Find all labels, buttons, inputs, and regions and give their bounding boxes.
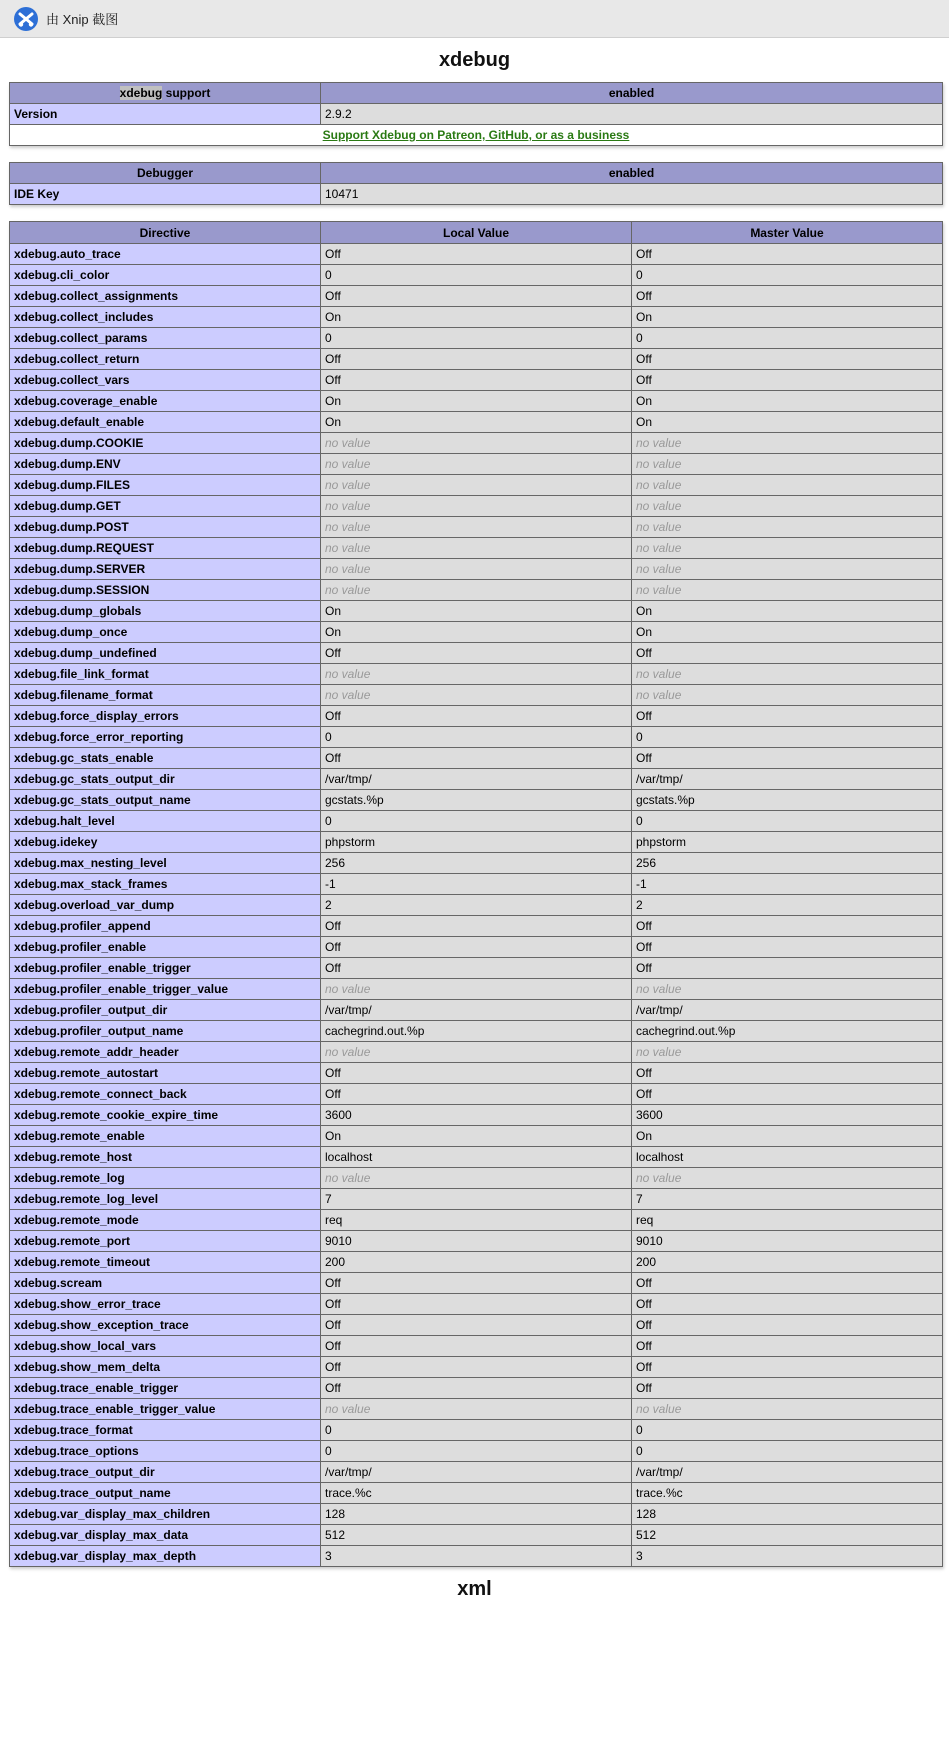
master-value: Off xyxy=(632,958,943,979)
directive-name: xdebug.remote_port xyxy=(10,1231,321,1252)
table-row xyxy=(10,244,943,265)
table-row xyxy=(10,286,943,307)
directive-name: xdebug.collect_vars xyxy=(10,370,321,391)
table-row xyxy=(10,874,943,895)
directive-name: xdebug.filename_format xyxy=(10,685,321,706)
local-value: 9010 xyxy=(321,1231,632,1252)
directive-name: xdebug.profiler_append xyxy=(10,916,321,937)
local-value: 128 xyxy=(321,1504,632,1525)
master-value: Off xyxy=(632,1357,943,1378)
local-value: On xyxy=(321,622,632,643)
version-value: 2.9.2 xyxy=(321,104,943,125)
table-row xyxy=(10,1525,943,1546)
master-value: no value xyxy=(632,475,943,496)
local-value: 0 xyxy=(321,727,632,748)
directive-name: xdebug.remote_timeout xyxy=(10,1252,321,1273)
directive-name: xdebug.collect_assignments xyxy=(10,286,321,307)
table-row xyxy=(10,895,943,916)
local-value: 512 xyxy=(321,1525,632,1546)
directive-name: xdebug.collect_params xyxy=(10,328,321,349)
local-value: /var/tmp/ xyxy=(321,1462,632,1483)
directive-name: xdebug.dump.POST xyxy=(10,517,321,538)
support-xdebug-link[interactable]: Support Xdebug on Patreon, GitHub, or as a business xyxy=(322,128,630,142)
directive-name: xdebug.file_link_format xyxy=(10,664,321,685)
directive-name: xdebug.remote_host xyxy=(10,1147,321,1168)
local-value: Off xyxy=(321,286,632,307)
master-value: 128 xyxy=(632,1504,943,1525)
directive-name: xdebug.default_enable xyxy=(10,412,321,433)
table-row xyxy=(10,1210,943,1231)
local-value: 0 xyxy=(321,265,632,286)
master-value-column-header: Master Value xyxy=(632,222,943,244)
local-value: no value xyxy=(321,664,632,685)
local-value: On xyxy=(321,412,632,433)
table-row xyxy=(10,622,943,643)
local-value: trace.%c xyxy=(321,1483,632,1504)
directive-name: xdebug.dump.COOKIE xyxy=(10,433,321,454)
local-value: no value xyxy=(321,1168,632,1189)
directive-name: xdebug.halt_level xyxy=(10,811,321,832)
local-value: cachegrind.out.%p xyxy=(321,1021,632,1042)
table-row xyxy=(10,832,943,853)
support-header-status: enabled xyxy=(321,83,943,104)
idekey-label: IDE Key xyxy=(10,184,321,205)
table-row xyxy=(10,307,943,328)
master-value: 256 xyxy=(632,853,943,874)
master-value: req xyxy=(632,1210,943,1231)
directive-name: xdebug.profiler_enable xyxy=(10,937,321,958)
table-row xyxy=(10,433,943,454)
table-row xyxy=(10,1483,943,1504)
local-value: no value xyxy=(321,559,632,580)
directive-name: xdebug.coverage_enable xyxy=(10,391,321,412)
directive-name: xdebug.dump.SESSION xyxy=(10,580,321,601)
directive-name: xdebug.show_error_trace xyxy=(10,1294,321,1315)
master-value: cachegrind.out.%p xyxy=(632,1021,943,1042)
master-value: localhost xyxy=(632,1147,943,1168)
directive-name: xdebug.profiler_output_name xyxy=(10,1021,321,1042)
local-value: 200 xyxy=(321,1252,632,1273)
local-value: gcstats.%p xyxy=(321,790,632,811)
local-value: 0 xyxy=(321,328,632,349)
local-value: /var/tmp/ xyxy=(321,769,632,790)
directive-name: xdebug.remote_log_level xyxy=(10,1189,321,1210)
master-value: Off xyxy=(632,1084,943,1105)
directive-name: xdebug.collect_return xyxy=(10,349,321,370)
table-row xyxy=(10,1315,943,1336)
table-row xyxy=(10,1399,943,1420)
directive-name: xdebug.dump.GET xyxy=(10,496,321,517)
master-value: Off xyxy=(632,244,943,265)
debugger-table xyxy=(9,162,943,205)
directive-name: xdebug.remote_addr_header xyxy=(10,1042,321,1063)
local-value: On xyxy=(321,307,632,328)
master-value: Off xyxy=(632,643,943,664)
table-row xyxy=(10,454,943,475)
table-row xyxy=(10,265,943,286)
local-value: no value xyxy=(321,496,632,517)
master-value: Off xyxy=(632,1294,943,1315)
directive-name: xdebug.force_display_errors xyxy=(10,706,321,727)
table-row xyxy=(10,853,943,874)
directive-name: xdebug.remote_mode xyxy=(10,1210,321,1231)
table-row xyxy=(10,1042,943,1063)
master-value: Off xyxy=(632,916,943,937)
directive-name: xdebug.dump_undefined xyxy=(10,643,321,664)
master-value: /var/tmp/ xyxy=(632,1000,943,1021)
local-value: Off xyxy=(321,706,632,727)
master-value: /var/tmp/ xyxy=(632,1462,943,1483)
table-row xyxy=(10,643,943,664)
support-header-label xyxy=(10,83,321,104)
master-value: Off xyxy=(632,706,943,727)
directive-name: xdebug.idekey xyxy=(10,832,321,853)
table-header-row xyxy=(10,163,943,184)
master-value: 512 xyxy=(632,1525,943,1546)
master-value: 200 xyxy=(632,1252,943,1273)
table-row xyxy=(10,184,943,205)
table-row xyxy=(10,979,943,1000)
local-value: no value xyxy=(321,979,632,1000)
local-value: no value xyxy=(321,433,632,454)
local-value: 7 xyxy=(321,1189,632,1210)
master-value: 7 xyxy=(632,1189,943,1210)
local-value: On xyxy=(321,1126,632,1147)
master-value: phpstorm xyxy=(632,832,943,853)
local-value: Off xyxy=(321,748,632,769)
directive-name: xdebug.dump_once xyxy=(10,622,321,643)
xdebug-support-table xyxy=(9,82,943,146)
master-value: 0 xyxy=(632,1420,943,1441)
local-value: Off xyxy=(321,1336,632,1357)
table-row xyxy=(10,1147,943,1168)
directive-name: xdebug.cli_color xyxy=(10,265,321,286)
local-value-column-header: Local Value xyxy=(321,222,632,244)
local-value: 0 xyxy=(321,811,632,832)
master-value: 9010 xyxy=(632,1231,943,1252)
directive-name: xdebug.trace_output_dir xyxy=(10,1462,321,1483)
table-row xyxy=(10,1336,943,1357)
local-value: no value xyxy=(321,454,632,475)
master-value: -1 xyxy=(632,874,943,895)
table-header-row xyxy=(10,222,943,244)
master-value: 0 xyxy=(632,328,943,349)
directive-name: xdebug.profiler_enable_trigger xyxy=(10,958,321,979)
table-row xyxy=(10,125,943,146)
directives-table xyxy=(9,221,943,1567)
directive-name: xdebug.remote_enable xyxy=(10,1126,321,1147)
master-value: no value xyxy=(632,1042,943,1063)
directive-name: xdebug.show_mem_delta xyxy=(10,1357,321,1378)
local-value: Off xyxy=(321,937,632,958)
table-row xyxy=(10,1357,943,1378)
master-value: Off xyxy=(632,349,943,370)
support-header-rest: support xyxy=(162,86,211,100)
local-value: Off xyxy=(321,1063,632,1084)
directive-name: xdebug.force_error_reporting xyxy=(10,727,321,748)
local-value: Off xyxy=(321,916,632,937)
table-row xyxy=(10,1441,943,1462)
directive-name: xdebug.trace_options xyxy=(10,1441,321,1462)
master-value: Off xyxy=(632,1378,943,1399)
directive-name: xdebug.gc_stats_output_dir xyxy=(10,769,321,790)
table-row xyxy=(10,958,943,979)
local-value: /var/tmp/ xyxy=(321,1000,632,1021)
local-value: 256 xyxy=(321,853,632,874)
directive-name: xdebug.remote_autostart xyxy=(10,1063,321,1084)
local-value: no value xyxy=(321,538,632,559)
master-value: Off xyxy=(632,1315,943,1336)
table-row xyxy=(10,601,943,622)
table-row xyxy=(10,1063,943,1084)
directive-name: xdebug.dump.ENV xyxy=(10,454,321,475)
table-row xyxy=(10,664,943,685)
directive-name: xdebug.remote_cookie_expire_time xyxy=(10,1105,321,1126)
directive-name: xdebug.var_display_max_depth xyxy=(10,1546,321,1567)
directive-column-header: Directive xyxy=(10,222,321,244)
local-value: 0 xyxy=(321,1441,632,1462)
directive-name: xdebug.dump_globals xyxy=(10,601,321,622)
master-value: no value xyxy=(632,685,943,706)
master-value: On xyxy=(632,412,943,433)
local-value: Off xyxy=(321,349,632,370)
highlighted-text: xdebug xyxy=(119,86,163,100)
master-value: no value xyxy=(632,538,943,559)
master-value: 3 xyxy=(632,1546,943,1567)
local-value: Off xyxy=(321,1378,632,1399)
table-row xyxy=(10,811,943,832)
table-row xyxy=(10,727,943,748)
local-value: Off xyxy=(321,643,632,664)
master-value: gcstats.%p xyxy=(632,790,943,811)
table-row xyxy=(10,559,943,580)
table-row xyxy=(10,1126,943,1147)
master-value: On xyxy=(632,1126,943,1147)
section-title-xdebug: xdebug xyxy=(438,49,511,71)
section-title-xml: xml xyxy=(457,1578,492,1600)
table-row xyxy=(10,1105,943,1126)
xnip-titlebar xyxy=(0,0,949,38)
local-value: -1 xyxy=(321,874,632,895)
directive-name: xdebug.gc_stats_output_name xyxy=(10,790,321,811)
local-value: 3 xyxy=(321,1546,632,1567)
table-row xyxy=(10,1462,943,1483)
table-row xyxy=(10,1231,943,1252)
local-value: no value xyxy=(321,475,632,496)
table-row xyxy=(10,1000,943,1021)
table-row xyxy=(10,685,943,706)
directive-name: xdebug.show_exception_trace xyxy=(10,1315,321,1336)
directive-name: xdebug.remote_connect_back xyxy=(10,1084,321,1105)
local-value: 2 xyxy=(321,895,632,916)
directive-name: xdebug.max_nesting_level xyxy=(10,853,321,874)
idekey-value: 10471 xyxy=(321,184,943,205)
local-value: localhost xyxy=(321,1147,632,1168)
table-row xyxy=(10,769,943,790)
local-value: no value xyxy=(321,580,632,601)
table-row xyxy=(10,391,943,412)
directive-name: xdebug.profiler_output_dir xyxy=(10,1000,321,1021)
local-value: Off xyxy=(321,958,632,979)
master-value: On xyxy=(632,601,943,622)
table-row xyxy=(10,937,943,958)
support-link-cell xyxy=(10,125,943,146)
debugger-header-label: Debugger xyxy=(10,163,321,184)
local-value: phpstorm xyxy=(321,832,632,853)
table-row xyxy=(10,1021,943,1042)
directive-name: xdebug.trace_format xyxy=(10,1420,321,1441)
table-row xyxy=(10,1294,943,1315)
table-header-row xyxy=(10,83,943,104)
master-value: 2 xyxy=(632,895,943,916)
table-row xyxy=(10,104,943,125)
master-value: Off xyxy=(632,286,943,307)
table-row xyxy=(10,1420,943,1441)
master-value: 0 xyxy=(632,811,943,832)
master-value: On xyxy=(632,622,943,643)
master-value: trace.%c xyxy=(632,1483,943,1504)
master-value: no value xyxy=(632,433,943,454)
directive-name: xdebug.trace_output_name xyxy=(10,1483,321,1504)
local-value: 3600 xyxy=(321,1105,632,1126)
master-value: Off xyxy=(632,1063,943,1084)
table-row xyxy=(10,1546,943,1567)
master-value: Off xyxy=(632,748,943,769)
master-value: On xyxy=(632,307,943,328)
table-row xyxy=(10,538,943,559)
table-row xyxy=(10,475,943,496)
local-value: Off xyxy=(321,244,632,265)
master-value: no value xyxy=(632,517,943,538)
local-value: Off xyxy=(321,1357,632,1378)
version-label: Version xyxy=(10,104,321,125)
master-value: Off xyxy=(632,1273,943,1294)
table-row xyxy=(10,349,943,370)
table-row xyxy=(10,1378,943,1399)
table-row xyxy=(10,328,943,349)
master-value: 0 xyxy=(632,727,943,748)
directive-name: xdebug.trace_enable_trigger xyxy=(10,1378,321,1399)
master-value: no value xyxy=(632,979,943,1000)
directive-name: xdebug.var_display_max_children xyxy=(10,1504,321,1525)
directive-name: xdebug.profiler_enable_trigger_value xyxy=(10,979,321,1000)
local-value: On xyxy=(321,601,632,622)
table-row xyxy=(10,1252,943,1273)
local-value: Off xyxy=(321,1294,632,1315)
table-row xyxy=(10,580,943,601)
table-row xyxy=(10,1168,943,1189)
master-value: Off xyxy=(632,370,943,391)
local-value: no value xyxy=(321,1399,632,1420)
directive-name: xdebug.show_local_vars xyxy=(10,1336,321,1357)
directive-name: xdebug.max_stack_frames xyxy=(10,874,321,895)
local-value: req xyxy=(321,1210,632,1231)
master-value: no value xyxy=(632,496,943,517)
debugger-header-status: enabled xyxy=(321,163,943,184)
local-value: no value xyxy=(321,685,632,706)
local-value: Off xyxy=(321,1273,632,1294)
directives-table-body xyxy=(10,244,943,1567)
local-value: Off xyxy=(321,1315,632,1336)
directive-name: xdebug.remote_log xyxy=(10,1168,321,1189)
master-value: 3600 xyxy=(632,1105,943,1126)
directive-name: xdebug.dump.REQUEST xyxy=(10,538,321,559)
table-row xyxy=(10,370,943,391)
local-value: Off xyxy=(321,1084,632,1105)
master-value: no value xyxy=(632,454,943,475)
table-row xyxy=(10,916,943,937)
local-value: 0 xyxy=(321,1420,632,1441)
directive-name: xdebug.scream xyxy=(10,1273,321,1294)
directive-name: xdebug.auto_trace xyxy=(10,244,321,265)
table-row xyxy=(10,748,943,769)
table-row xyxy=(10,1504,943,1525)
titlebar-label: 由 Xnip 截图 xyxy=(46,12,119,27)
table-row xyxy=(10,412,943,433)
table-row xyxy=(10,1189,943,1210)
directive-name: xdebug.gc_stats_enable xyxy=(10,748,321,769)
table-row xyxy=(10,1273,943,1294)
table-row xyxy=(10,496,943,517)
directive-name: xdebug.var_display_max_data xyxy=(10,1525,321,1546)
master-value: Off xyxy=(632,1336,943,1357)
local-value: On xyxy=(321,391,632,412)
table-row xyxy=(10,517,943,538)
directive-name: xdebug.overload_var_dump xyxy=(10,895,321,916)
local-value: no value xyxy=(321,517,632,538)
master-value: no value xyxy=(632,1168,943,1189)
master-value: /var/tmp/ xyxy=(632,769,943,790)
master-value: no value xyxy=(632,580,943,601)
directive-name: xdebug.collect_includes xyxy=(10,307,321,328)
table-row xyxy=(10,790,943,811)
master-value: no value xyxy=(632,559,943,580)
directive-name: xdebug.dump.FILES xyxy=(10,475,321,496)
table-row xyxy=(10,1084,943,1105)
local-value: no value xyxy=(321,1042,632,1063)
master-value: On xyxy=(632,391,943,412)
master-value: Off xyxy=(632,937,943,958)
master-value: no value xyxy=(632,664,943,685)
table-row xyxy=(10,706,943,727)
master-value: 0 xyxy=(632,1441,943,1462)
directive-name: xdebug.trace_enable_trigger_value xyxy=(10,1399,321,1420)
master-value: no value xyxy=(632,1399,943,1420)
directive-name: xdebug.dump.SERVER xyxy=(10,559,321,580)
local-value: Off xyxy=(321,370,632,391)
xnip-logo-icon xyxy=(14,7,38,31)
master-value: 0 xyxy=(632,265,943,286)
